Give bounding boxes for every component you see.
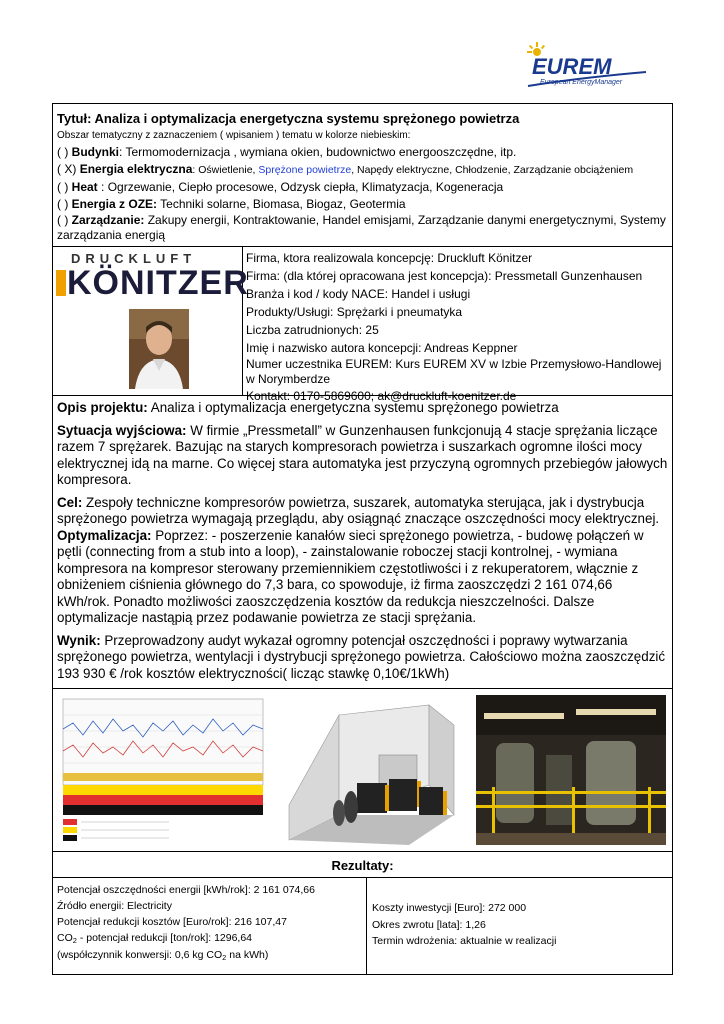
- company-line: Produkty/Usługi: Sprężarki i pneumatyka: [246, 305, 463, 319]
- result-payback-period: Okres zwrotu [lata]: 1,26: [372, 918, 486, 931]
- cel-optymalizacja: Cel: Zespoły techniczne kompresorów powietrza, suszarek, automatyka sterująca, jak i dystrybucja sprężonego powietrza wymagają przeglądu, aby osiągnąć znaczące oszczędności mocy elektrycznej. Optymalizacja: Poprzez: - poszerzenie kanałów sieci sprężonego powietrza, - budowę połączeń w pętli (connecting from a stub into a loop), - zainstalowanie roboczej stacji kontrolnej, - wymiana kompresora na kompresor sterowany przemiennikiem częstotliwości i z rekuperatorem, włącznie z obniżeniem ciśnienia głównego do 7,3 bara, co spowoduje, iż firma zaoszczędzi 2 161 074,66 kWh/rok. Ponadto możliwości zaoszczędzenia kosztów da redukcja nieszczelności. Dalsze optymalizacje nastąpią przez podawanie powietrza ze stacji sprężania.: [57, 494, 660, 625]
- topic-oze: ( ) Energia z OZE: Techniki solarne, Biomasa, Biogaz, Geotermia: [57, 197, 406, 211]
- topic-zarzadzanie: ( ) Zarządzanie: Zakupy energii, Kontraktowanie, Handel emisjami, Zarządzanie danymi energetycznymi, Systemy zarządzania energią: [57, 213, 666, 242]
- result-investment-cost: Koszty inwestycji [Euro]: 272 000: [372, 902, 527, 914]
- sytuacja-wyjsciowa: Sytuacja wyjściowa: W firmie „Pressmetall” w Gunzenhausen funkcjonują 4 stacje sprężania liczące razem 7 sprężarek. Bazując na starych kompresorach powietrza i suszarkach ogromne ilości mocy elektrycznej idą na marne. Co więcej stara automatyka jest przyczyną ogromnych przebiegów jałowych kompresora.: [57, 422, 668, 487]
- company-line: Liczba zatrudnionych: 25: [246, 323, 379, 337]
- topic-heat: ( ) Heat : Ogrzewanie, Ciepło procesowe, Odzysk ciepła, Klimatyzacja, Kogeneracja: [57, 180, 504, 194]
- company-line: Firma: (dla której opracowana jest koncepcja): Pressmetall Gunzenhausen: [246, 269, 643, 283]
- author-photo: [129, 309, 189, 389]
- result-co2-reduction: $CO_2$ - potencjał redukcji [ton/rok]: 1296,64: [57, 932, 253, 945]
- eurem-tagline: European EnergyManager: [540, 79, 623, 86]
- eurem-wordmark: EUREM: [532, 54, 612, 79]
- measurement-chart-image: [59, 695, 269, 845]
- selected-topic: Sprężone powietrze: [258, 164, 352, 176]
- company-contact: Kontakt: 0170-5869600; ak@druckluft-koenitzer.de: [246, 389, 517, 403]
- topic-energia-elektryczna: ( X) Energia elektryczna: Oświetlenie, Sprężone powietrze, Napędy elektryczne, Chłodzenie, Zarządzanie obciążeniem: [57, 162, 634, 176]
- page-title: Tytuł: Analiza i optymalizacja energetyczna systemu sprężonego powietrza: [57, 111, 520, 126]
- topic-note: Obszar tematyczny z zaznaczeniem ( wpisaniem ) tematu w kolorze niebieskim:: [57, 130, 411, 141]
- brand-konitzer: KÖNITZER: [67, 264, 249, 302]
- result-energy-source: Źródło energii: Electricity: [57, 900, 172, 912]
- results-left: [53, 878, 367, 974]
- brand-druckluft: DRUCKLUFT: [71, 251, 197, 266]
- results-section: [53, 878, 672, 974]
- result-implementation-date: Termin wdrożenia: aktualnie w realizacji: [372, 935, 557, 947]
- topic-budynki: ( ) Budynki: Termomodernizacja , wymiana okien, budownictwo energooszczędne, itp.: [57, 145, 517, 159]
- result-energy-savings: Potencjał oszczędności energii [kWh/rok]: 2 161 074,66: [57, 884, 315, 896]
- wynik: Wynik: Przeprowadzony audyt wykazał ogromny potencjał oszczędności i poprawy wytwarzania sprężonego powietrza, wentylacji i dystrybucji sprężonego powietrza. Całościowo można zaoszczędzić 193 930 € /rok kosztów elektryczności( licząc stawkę 0,10€/1kWh): [57, 632, 666, 681]
- brand-accent: [56, 270, 66, 296]
- images-section: [53, 689, 672, 852]
- result-cost-reduction: Potencjał redukcji kosztów [Euro/rok]: 216 107,47: [57, 916, 287, 928]
- company-logo-area: [53, 247, 249, 395]
- description-section: [53, 396, 672, 689]
- result-conversion-factor: (współczynnik konwersji: 0,6 kg $CO_2$ na kWh): [57, 949, 269, 962]
- company-line: Firma, ktora realizowala koncepcję: Druckluft Könitzer: [246, 251, 533, 265]
- company-line: Numer uczestnika EUREM: Kurs EUREM XV w Izbie Przemysłowo-Handlowej w Norymberdze: [246, 357, 662, 386]
- concept-sheet: [52, 103, 673, 975]
- company-section: [53, 247, 672, 403]
- opis-projektu: Opis projektu: Analiza i optymalizacja energetyczna systemu sprężonego powietrza: [57, 400, 559, 415]
- topic-section: [53, 104, 672, 247]
- eurem-logo: [518, 42, 658, 92]
- results-title: Rezultaty:: [53, 852, 672, 878]
- company-line: Imię i nazwisko autora koncepcji: Andreas Keppner: [246, 341, 518, 355]
- company-line: Branża i kod / kody NACE: Handel i usługi: [246, 287, 471, 301]
- results-right: [367, 878, 672, 974]
- compressor-room-render: [279, 695, 459, 845]
- compressor-station-photo: [476, 695, 666, 845]
- company-info: [243, 247, 672, 403]
